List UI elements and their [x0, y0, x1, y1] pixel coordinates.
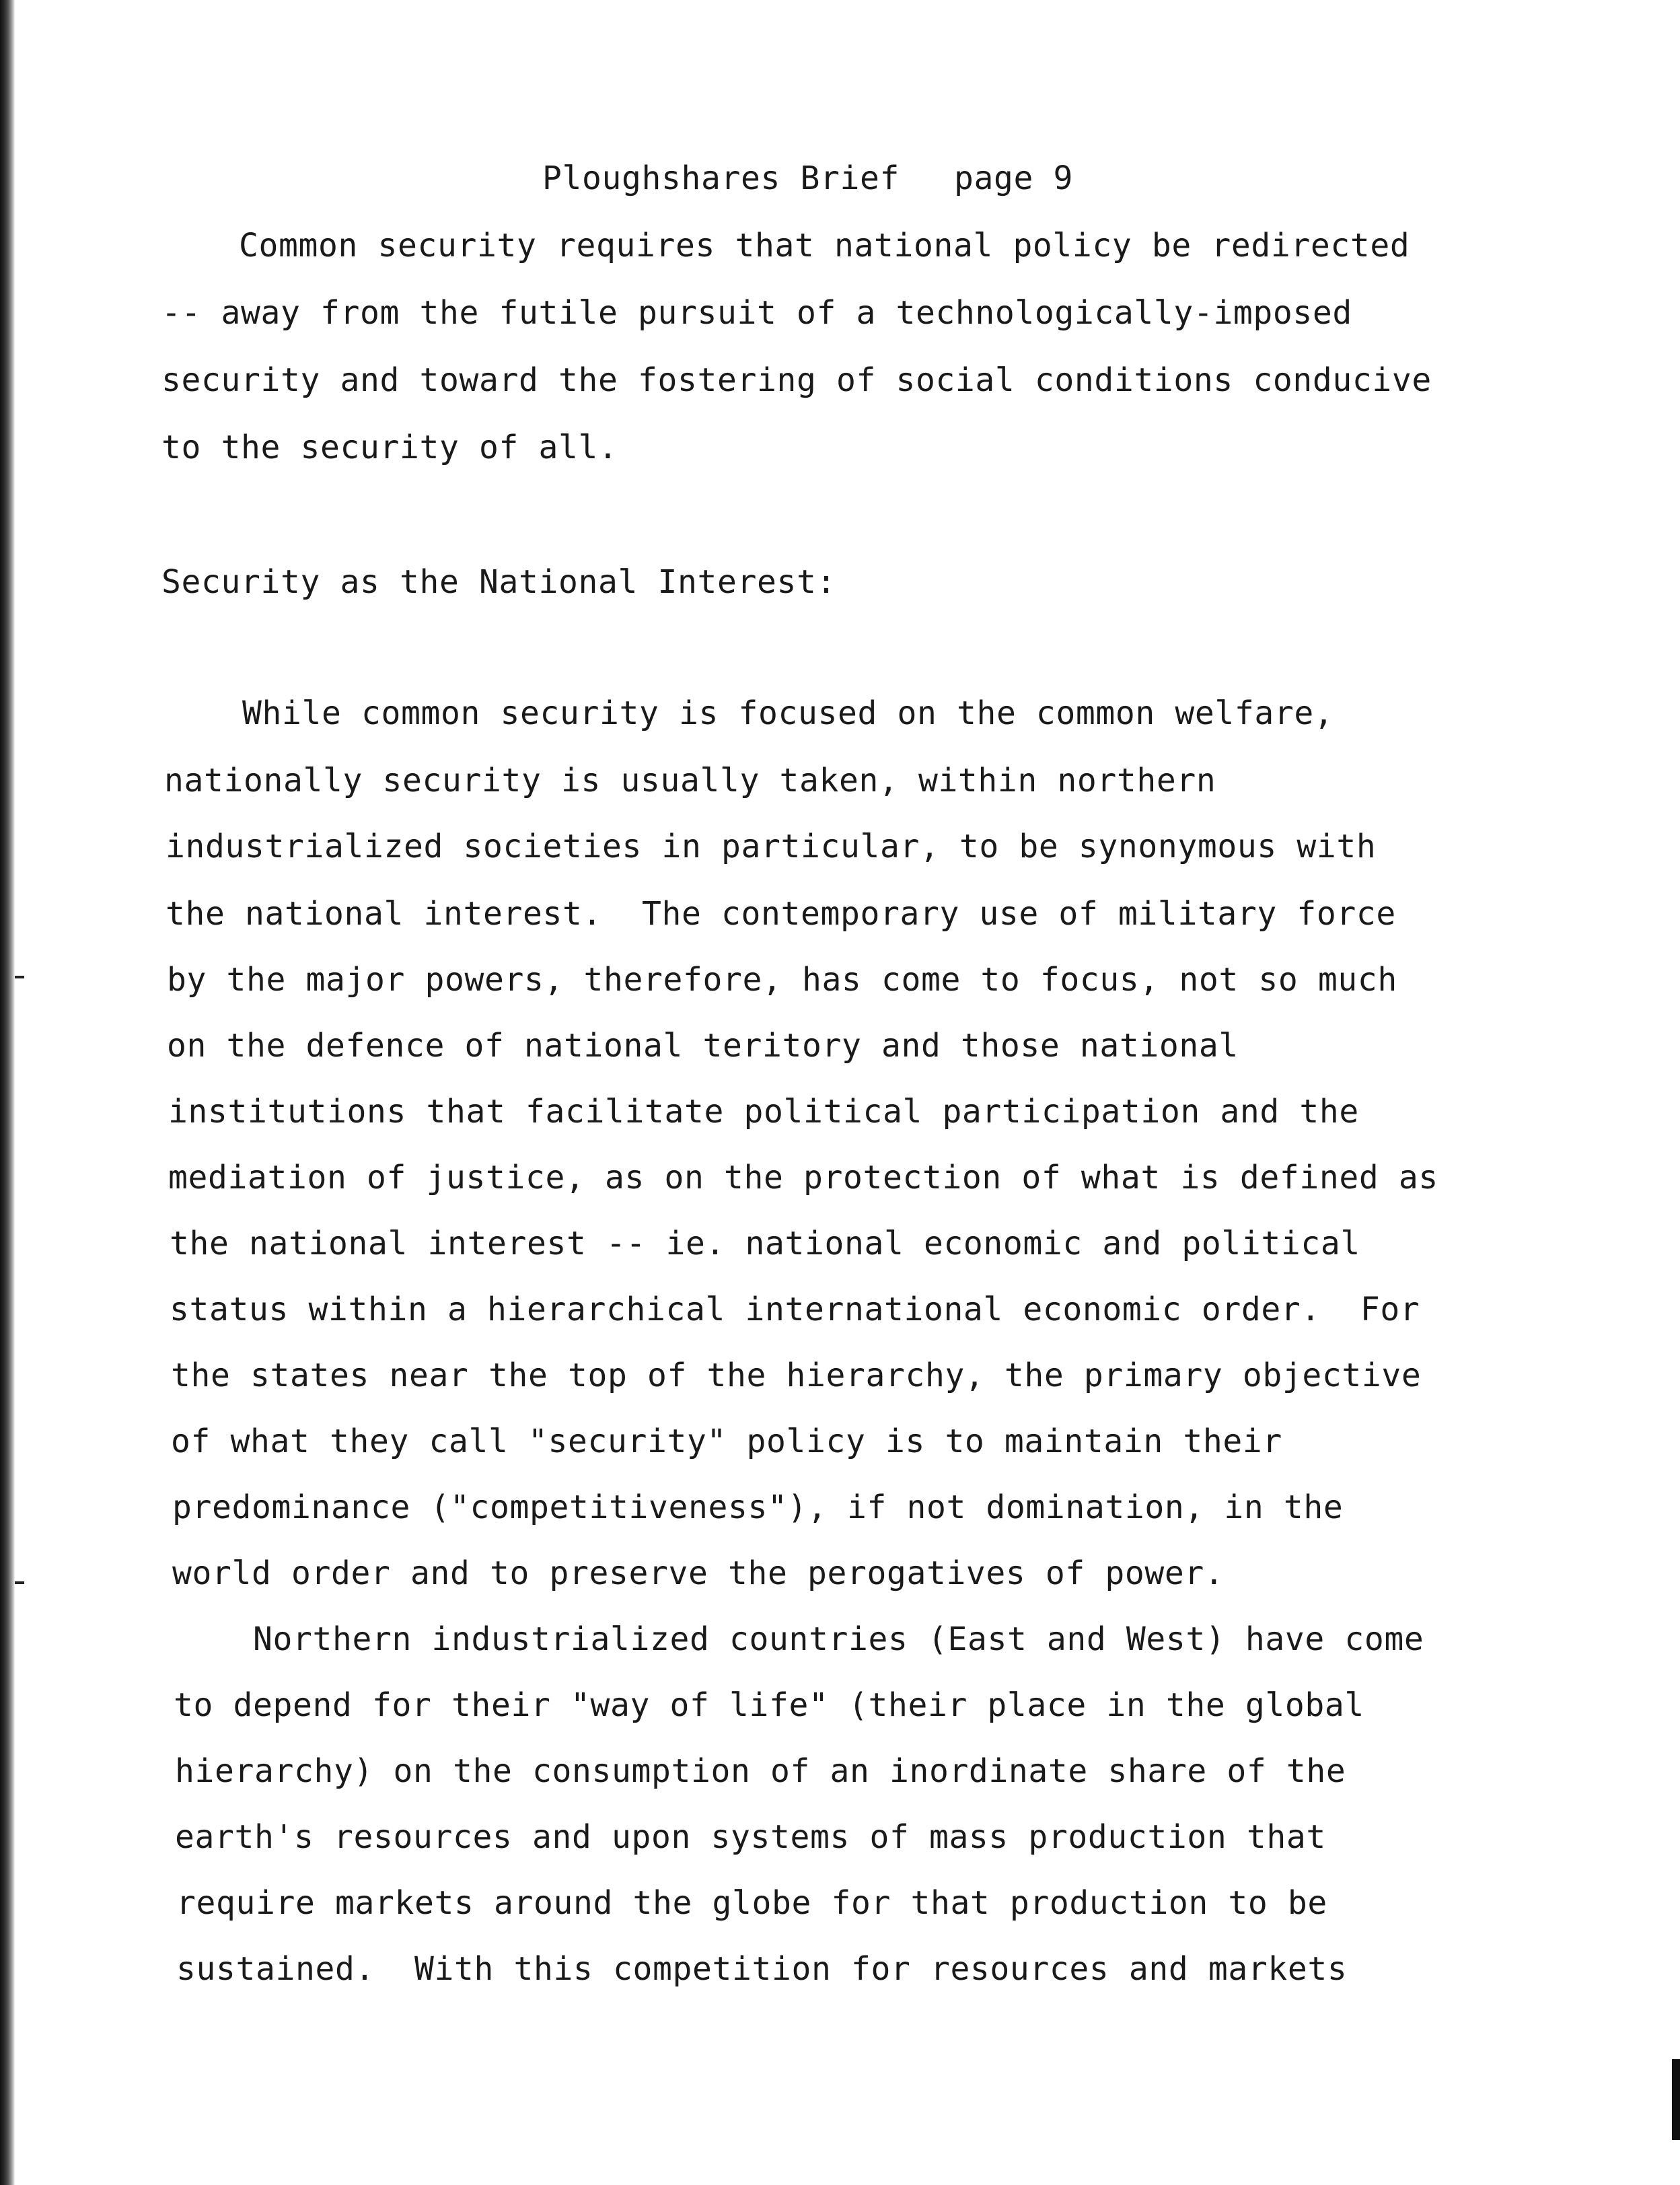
- text-line: to the security of all.: [161, 429, 618, 466]
- text-line: -- away from the futile pursuit of a technologically-imposed: [161, 294, 1352, 332]
- text-line: Northern industrialized countries (East and West) have come: [253, 1620, 1424, 1658]
- text-line: nationally security is usually taken, within northern: [164, 762, 1216, 799]
- text-line: of what they call "security" policy is to maintain their: [171, 1423, 1282, 1460]
- text-line: security and toward the fostering of social conditions conducive: [161, 361, 1432, 399]
- scan-corner-mark: [1672, 2059, 1680, 2140]
- text-line: hierarchy) on the consumption of an inordinate share of the: [175, 1752, 1346, 1790]
- text-line: Common security requires that national policy be redirected: [239, 227, 1410, 264]
- text-line: predominance ("competitiveness"), if not domination, in the: [172, 1489, 1344, 1526]
- text-line: world order and to preserve the perogatives of power.: [172, 1554, 1225, 1592]
- text-line: earth's resources and upon systems of mass production that: [175, 1818, 1326, 1856]
- text-line: the national interest. The contemporary use of military force: [166, 895, 1396, 933]
- text-line: institutions that facilitate political participation and the: [168, 1093, 1359, 1131]
- scan-mark: [15, 976, 24, 978]
- header-title: Ploughshares Brief: [542, 159, 900, 197]
- text-line: sustained. With this competition for resources and markets: [176, 1950, 1348, 1988]
- text-line: by the major powers, therefore, has come to focus, not so much: [167, 961, 1397, 999]
- scan-binding-edge: [0, 0, 15, 2185]
- text-line: the states near the top of the hierarchy, the primary objective: [171, 1357, 1422, 1394]
- section-heading: Security as the National Interest:: [161, 563, 836, 601]
- text-line: to depend for their "way of life" (their place in the global: [174, 1686, 1364, 1724]
- text-line: mediation of justice, as on the protection of what is defined as: [168, 1159, 1438, 1196]
- text-line: require markets around the globe for that production to be: [176, 1884, 1327, 1922]
- text-line: status within a hierarchical international economic order. For: [170, 1291, 1420, 1328]
- text-line: While common security is focused on the common welfare,: [242, 694, 1334, 732]
- scan-mark: [15, 1581, 24, 1584]
- text-line: on the defence of national teritory and those national: [167, 1027, 1239, 1065]
- text-line: industrialized societies in particular, to be synonymous with: [166, 828, 1377, 865]
- header-page-number: page 9: [954, 159, 1073, 197]
- text-line: the national interest -- ie. national economic and political: [170, 1225, 1360, 1262]
